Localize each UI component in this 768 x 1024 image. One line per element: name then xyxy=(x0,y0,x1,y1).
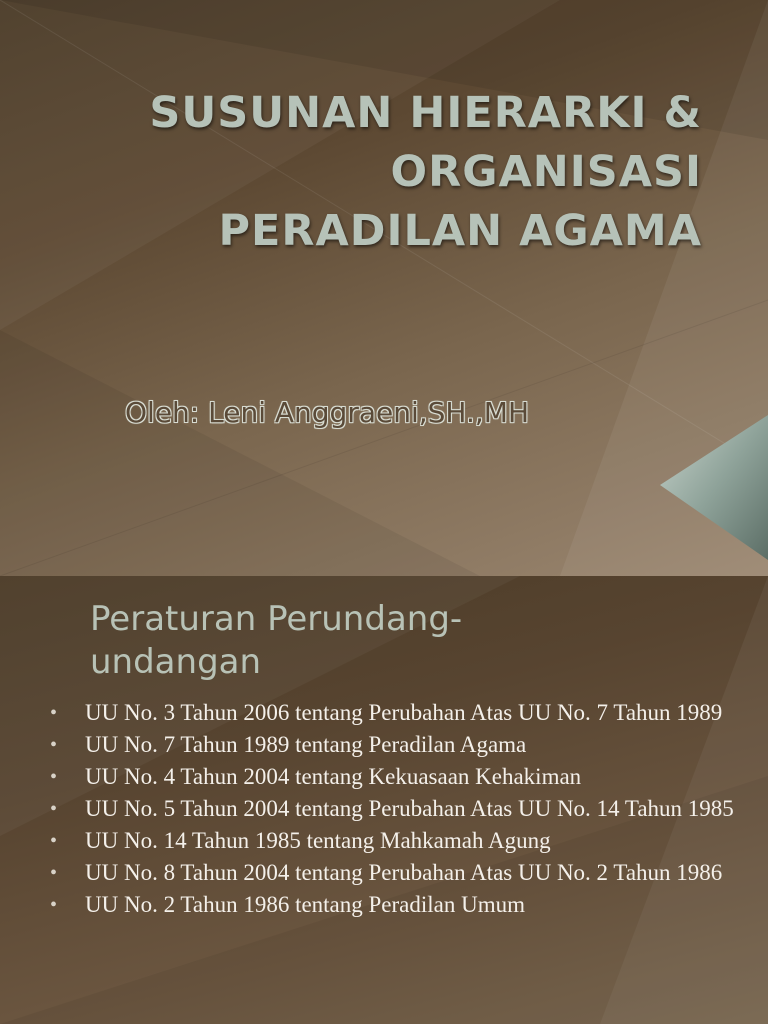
list-item-text: UU No. 4 Tahun 2004 tentang Kekuasaan Kehakiman xyxy=(85,764,582,789)
list-item-text: UU No. 3 Tahun 2006 tentang Perubahan Atas UU No. 7 Tahun 1989 xyxy=(85,700,723,725)
slide-title-heading xyxy=(149,84,702,261)
title-line: PERADILAN AGAMA xyxy=(218,206,702,256)
heading-line: Peraturan Perundang- xyxy=(90,599,463,639)
bullet-icon: • xyxy=(50,702,58,724)
list-item xyxy=(50,893,740,916)
list-item-text: UU No. 7 Tahun 1989 tentang Peradilan Agama xyxy=(85,732,527,757)
author-subtitle: Oleh: Leni Anggraeni,SH.,MH xyxy=(125,396,530,429)
list-item-text: UU No. 14 Tahun 1985 tentang Mahkamah Agung xyxy=(85,828,551,853)
bullet-icon: • xyxy=(50,766,58,788)
bullet-icon: • xyxy=(50,894,58,916)
list-item-text: UU No. 8 Tahun 2004 tentang Perubahan Atas UU No. 2 Tahun 1986 xyxy=(85,860,723,885)
list-item-text: UU No. 2 Tahun 1986 tentang Peradilan Umum xyxy=(85,892,526,917)
slide-heading xyxy=(90,598,462,684)
title-line: SUSUNAN HIERARKI & xyxy=(149,88,702,138)
list-item xyxy=(50,861,740,884)
list-item xyxy=(50,797,740,820)
law-list xyxy=(50,701,740,925)
heading-line: undangan xyxy=(90,642,262,682)
list-item-text: UU No. 5 Tahun 2004 tentang Perubahan Atas UU No. 14 Tahun 1985 xyxy=(85,796,734,821)
slide-content xyxy=(0,576,768,1024)
list-item xyxy=(50,765,740,788)
list-item xyxy=(50,701,740,724)
title-line: ORGANISASI xyxy=(390,147,702,197)
bullet-icon: • xyxy=(50,862,58,884)
bullet-icon: • xyxy=(50,798,58,820)
bullet-icon: • xyxy=(50,734,58,756)
list-item xyxy=(50,829,740,852)
bullet-icon: • xyxy=(50,830,58,852)
list-item xyxy=(50,733,740,756)
